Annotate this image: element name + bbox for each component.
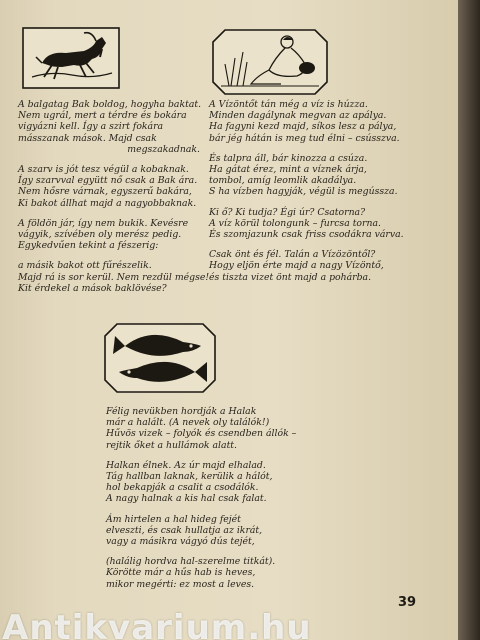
poem-line: Majd rá is sor kerül. Nem rezdül mégse! [18, 271, 210, 283]
poem-line: Így szarvval együtt nő csak a Bak ára. [18, 175, 198, 187]
poem-line: (halálig hordva hal-szerelme titkát). [106, 556, 276, 568]
aquarius-poem [209, 99, 449, 283]
poem-line: hol bekapják a csalit a csodálók. [106, 482, 259, 494]
page-number: 39 [398, 595, 417, 610]
poem-line: Ki bakot állhat majd a nagyobbaknak. [18, 197, 197, 209]
poem-line: mikor megérti: ez most a leves. [106, 578, 255, 590]
poem-line: Ha gátat érez, mint a víznek árja, [209, 164, 367, 176]
poem-line: Kit érdekel a mások baklövése? [18, 282, 167, 294]
poem-line: Ki ő? Ki tudja? Égi úr? Csatorna? [209, 206, 366, 218]
poem-line: Ha fagyni kezd majd, síkos lesz a pálya, [209, 121, 397, 133]
poem-line: bár jég hátán is meg tud élni – csússzva. [209, 132, 400, 144]
fish-icon [103, 322, 217, 394]
poem-line: A szarv is jót tesz végül a kobaknak. [18, 164, 189, 176]
poem-line: Csak önt és fél. Talán a Vízözöntől? [209, 249, 376, 261]
poem-line: Nem ugrál, mert a térdre és bokára [18, 110, 187, 122]
poem-line: A balgatag Bak boldog, hogyha baktat. [18, 99, 202, 110]
poem-line: Halkan élnek. Az úr majd elhalad. [106, 459, 266, 471]
poem-line: És szomjazunk csak friss csodákra várva. [209, 229, 404, 241]
poem-line: Tág hallban laknak, kerülik a hálót, [106, 471, 273, 483]
poem-line: A földön jár, így nem bukik. Kevésre [18, 217, 189, 229]
poem-line: megszakadnak. [127, 143, 200, 155]
poem-line: Körötte már a hűs hab is heves, [106, 567, 256, 579]
book-spine [458, 0, 480, 640]
poem-line: vagy a másikra vágyó dús tejét, [106, 536, 255, 548]
poem-line: tombol, amíg leomlik akadálya. [209, 175, 357, 187]
poem-line: S ha vízben hagyják, végül is megússza. [209, 186, 398, 198]
poem-line: vágyik, szívében oly merész pedig. [18, 229, 182, 241]
poem-line: rejtik őket a hullámok alatt. [106, 439, 238, 451]
capricorn-poem [18, 99, 210, 294]
poem-line: másszanak mások. Majd csak [18, 132, 157, 144]
poem-line: A Vízöntőt tán még a víz is húzza. [209, 99, 368, 110]
poem-line: Félig nevükben hordják a Halak [106, 406, 257, 417]
poem-line: És talpra áll, bár kinozza a csúza. [209, 152, 368, 164]
poem-line: a másik bakot ott fűrészelik. [18, 260, 152, 272]
poem-line: Ám hirtelen a hal hideg fejét [106, 513, 241, 525]
watermark: Antikvarium.hu [2, 608, 312, 640]
poem-line: Nem hősre várnak, egyszerű bakára, [18, 186, 192, 198]
poem-line: vigyázni kell. Így a szirt fokára [18, 121, 164, 133]
poem-line: A nagy halnak a kis hal csak falat. [106, 493, 267, 505]
poem-line: Minden dagálynak megvan az apálya. [209, 110, 387, 122]
poem-line: Egykedvűen tekint a fészerig: [18, 240, 159, 252]
pisces-poem [106, 406, 366, 590]
goat-icon [22, 27, 120, 89]
water-bearer-icon [211, 28, 329, 96]
poem-line: Hogy eljön érte majd a nagy Vízöntő, [209, 260, 384, 272]
poem-line: A víz körül tolongunk – furcsa torna. [209, 217, 381, 229]
poem-line: és tiszta vizet önt majd a pohárba. [209, 271, 372, 283]
poem-line: Hűvös vizek – folyók és csendben állók – [106, 428, 297, 440]
poem-line: elveszti, és csak hullatja az ikrát, [106, 524, 263, 536]
poem-line: már a halált. (A nevek oly találók!) [106, 417, 270, 429]
